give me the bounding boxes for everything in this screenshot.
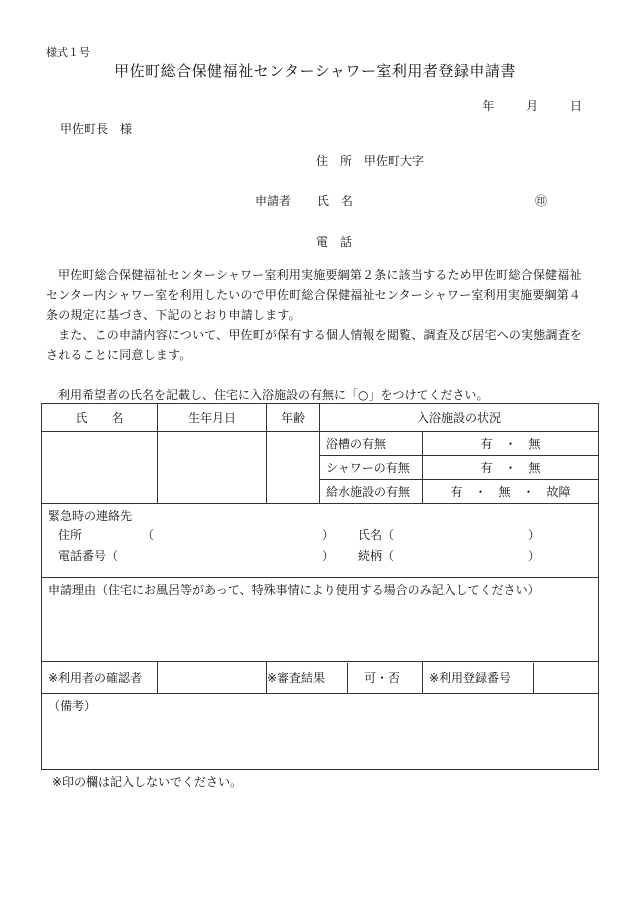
emergency-contact-row (42, 504, 599, 578)
birthdate-input-cell[interactable] (158, 432, 267, 504)
form-number: 様式１号 (46, 46, 90, 59)
applicant-label: 申請者 (255, 194, 292, 208)
registration-number-label: ※利用登録番号 (429, 671, 512, 685)
shower-options[interactable]: 有 ・ 無 (423, 456, 599, 480)
header-age: 年齢 (267, 404, 320, 432)
applicant-address-row (316, 152, 424, 169)
header-facility: 入浴施設の状況 (320, 404, 599, 432)
seal-mark: ㊞ (535, 194, 548, 208)
review-split-cell (267, 662, 423, 694)
address-value: 甲佐町大字 (363, 154, 424, 168)
table-row (42, 432, 599, 456)
statement-paragraph-2: また、この申請内容について、甲佐町が保有する個人情報を閲覧、調査及び居宅への実態調査をされることに同意します。 (46, 328, 583, 362)
application-table (41, 403, 599, 770)
water-supply-label: 給水施設の有無 (320, 480, 423, 504)
table-header-row (42, 404, 599, 432)
emergency-name-close: ） (528, 528, 541, 542)
age-input-cell[interactable] (267, 432, 320, 504)
shower-label: シャワーの有無 (320, 456, 423, 480)
reason-row (42, 578, 599, 662)
statement-paragraph-1: 甲佐町総合保健福祉センターシャワー室利用実施要綱第２条に該当するため甲佐町総合保健福祉センター内シャワー室を利用したいので甲佐町総合保健福祉センターシャワー室利用実施要綱第４条の規定に基づき、下記のとおり申請します。 (46, 268, 582, 322)
approve-deny-options: 可・否 (347, 663, 416, 693)
emergency-address-label: 住所 (58, 528, 83, 542)
application-statement (46, 265, 586, 365)
confirmer-input-cell[interactable] (158, 662, 267, 694)
emergency-name-label: 氏名（ (358, 528, 395, 542)
remarks-label: （備考） (48, 699, 97, 713)
address-label: 住 所 (316, 154, 353, 168)
remarks-row (42, 694, 599, 770)
registration-split-cell (423, 662, 599, 694)
date-day: 日 (569, 99, 582, 113)
tel-label: 電 話 (316, 235, 353, 249)
table-instruction: 利用希望者の氏名を記載し、住宅に入浴施設の有無に「○」をつけてください。 (58, 388, 489, 402)
water-supply-options[interactable]: 有 ・ 無 ・ 故障 (423, 480, 599, 504)
page-title: 甲佐町総合保健福祉センターシャワー室利用者登録申請書 (114, 62, 516, 80)
header-name: 氏 名 (42, 404, 158, 432)
office-use-row (42, 662, 599, 694)
name-input-cell[interactable] (42, 432, 158, 504)
header-birthdate: 生年月日 (158, 404, 267, 432)
emergency-address-close: ） (322, 528, 335, 542)
emergency-title: 緊急時の連絡先 (48, 509, 133, 523)
emergency-relation-close: ） (528, 549, 541, 563)
footnote: ※印の欄は記入しないでください。 (52, 775, 243, 789)
emergency-relation-label: 続柄（ (358, 549, 395, 563)
date-line (454, 97, 582, 114)
review-result-label: ※審査結果 (267, 671, 326, 685)
emergency-line-2 (48, 547, 592, 566)
applicant-name-row (255, 192, 353, 209)
bathtub-options[interactable]: 有 ・ 無 (423, 432, 599, 456)
reason-cell[interactable] (42, 578, 599, 662)
emergency-line-1 (48, 526, 592, 545)
date-month: 月 (526, 99, 539, 113)
emergency-phone-label: 電話番号（ (58, 549, 119, 563)
emergency-contact-cell[interactable] (42, 504, 599, 578)
emergency-address-open: （ (142, 528, 155, 542)
reason-label: 申請理由（住宅にお風呂等があって、特殊事情により使用する場合のみ記入してください） (48, 583, 540, 597)
addressee: 甲佐町長 様 (60, 122, 133, 136)
emergency-phone-close: ） (322, 549, 335, 563)
bathtub-label: 浴槽の有無 (320, 432, 423, 456)
registration-number-input[interactable] (533, 663, 598, 693)
remarks-cell[interactable] (42, 694, 599, 770)
name-label: 氏 名 (316, 194, 353, 208)
date-year: 年 (482, 99, 495, 113)
confirmer-label: ※利用者の確認者 (42, 662, 158, 694)
